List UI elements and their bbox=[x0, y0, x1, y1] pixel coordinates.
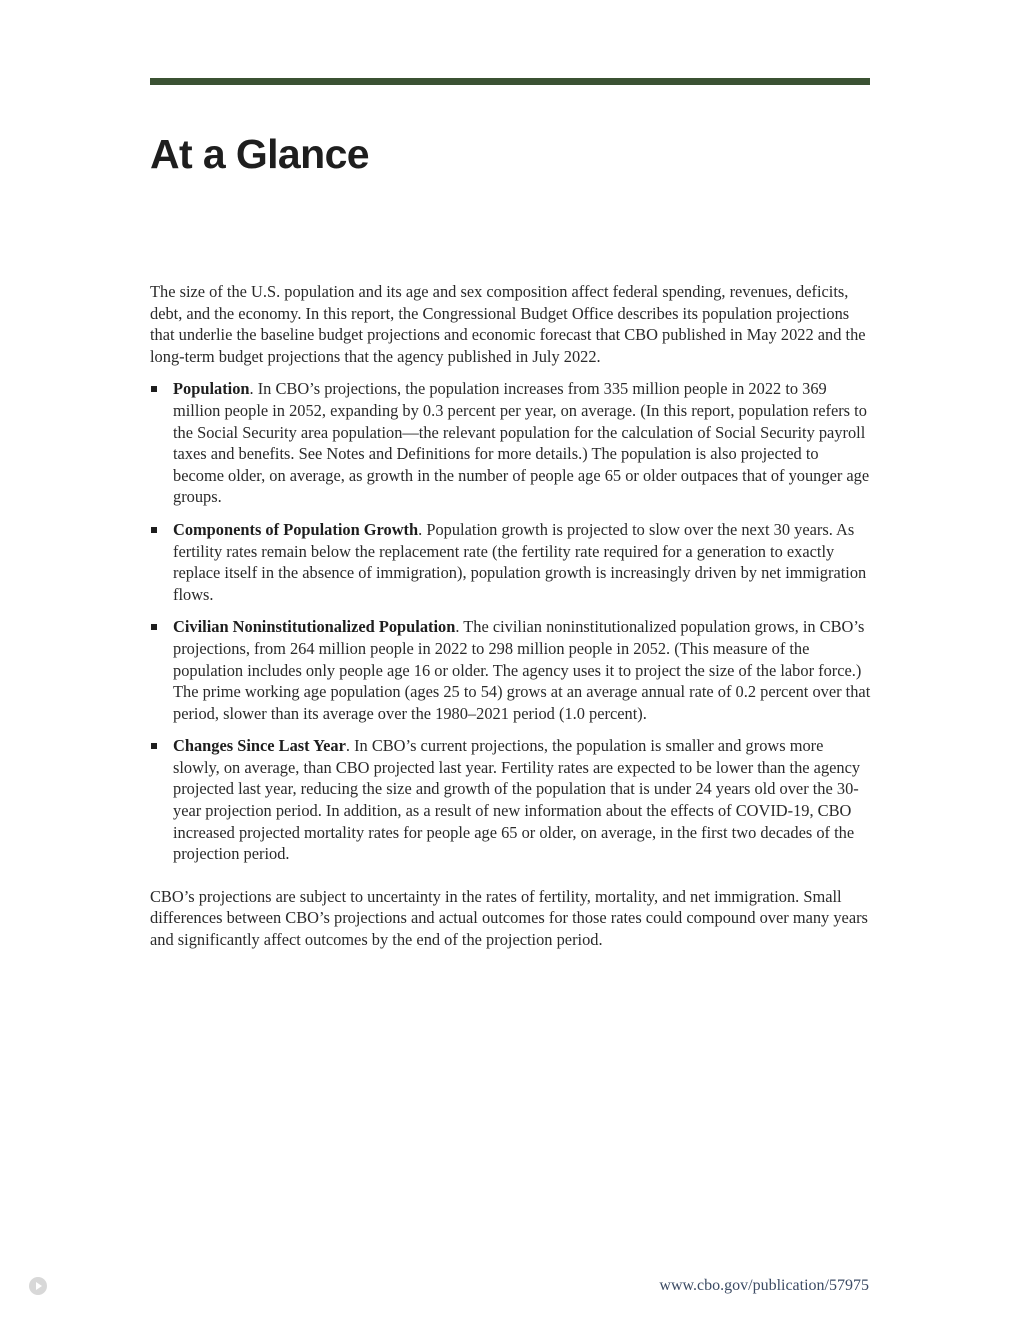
bullet-text: . The civilian noninstitutionalized population grows, in CBO’s projections, from 264 million people in 2022 to 298 million people in 2052. (This measure of the population includes only people age 16 or older. The agency uses it to project the size of the labor force.) The prime working age population (ages 25 to 54) grows at an average annual rate of 0.2 percent over that period, slower than its average over the 1980–2021 period (1.0 percent). bbox=[173, 617, 871, 723]
bullet-heading: Civilian Noninstitutionalized Population bbox=[173, 617, 456, 637]
key-points-list bbox=[150, 378, 872, 864]
footer-publication-link[interactable]: www.cbo.gov/publication/57975 bbox=[659, 1277, 869, 1294]
square-bullet-icon bbox=[151, 386, 157, 392]
summary-body bbox=[150, 281, 872, 951]
list-item-civilian-population bbox=[150, 616, 872, 724]
bullet-text: . Population growth is projected to slow over the next 30 years. As fertility rates remain below the replacement rate (the fertility rate required for a generation to exactly replace itself in the absence of immigration), population growth is increasingly driven by net immigration flows. bbox=[173, 519, 867, 604]
bullet-heading: Population bbox=[173, 379, 250, 399]
list-item-population bbox=[150, 378, 872, 508]
square-bullet-icon bbox=[151, 527, 157, 533]
top-accent-rule bbox=[150, 78, 870, 85]
page-title: At a Glance bbox=[150, 131, 369, 177]
list-item-changes-since-last-year bbox=[150, 735, 872, 865]
bullet-heading: Changes Since Last Year bbox=[173, 736, 346, 756]
page-marker-icon bbox=[29, 1277, 47, 1295]
closing-paragraph: CBO’s projections are subject to uncertainty in the rates of fertility, mortality, and net immigration. Small differences between CBO’s projections and actual outcomes for those rates could compound over many years and significantly affect outcomes by the end of the projection period. bbox=[150, 886, 868, 950]
square-bullet-icon bbox=[151, 743, 157, 749]
bullet-text: . In CBO’s current projections, the population is smaller and grows more slowly, on average, than CBO projected last year. Fertility rates are expected to be lower than the agency projected last year, reducing the size and growth of the population that is under 24 years old over the 30-year projection period. In addition, as a result of new information about the effects of COVID-19, CBO increased projected mortality rates for people age 65 or older, on average, in the first two decades of the projection period. bbox=[173, 736, 861, 864]
list-item-components-of-growth bbox=[150, 519, 872, 605]
bullet-text: . In CBO’s projections, the population increases from 335 million people in 2022 to 369 million people in 2052, expanding by 0.3 percent per year, on average. (In this report, population refers to the Social Security area population—the relevant population for the calculation of Social Security payroll taxes and benefits. See Notes and Definitions for more details.) The population is also projected to become older, on average, as growth in the number of people age 65 or older outpaces that of younger age groups. bbox=[173, 379, 870, 507]
square-bullet-icon bbox=[151, 624, 157, 630]
bullet-heading: Components of Population Growth bbox=[173, 519, 419, 539]
intro-paragraph: The size of the U.S. population and its age and sex composition affect federal spending, revenues, deficits, debt, and the economy. In this report, the Congressional Budget Office describes its population projections that underlie the baseline budget projections and economic forecast that CBO published in May 2022 and the long-term budget projections that the agency published in July 2022. bbox=[150, 282, 866, 366]
